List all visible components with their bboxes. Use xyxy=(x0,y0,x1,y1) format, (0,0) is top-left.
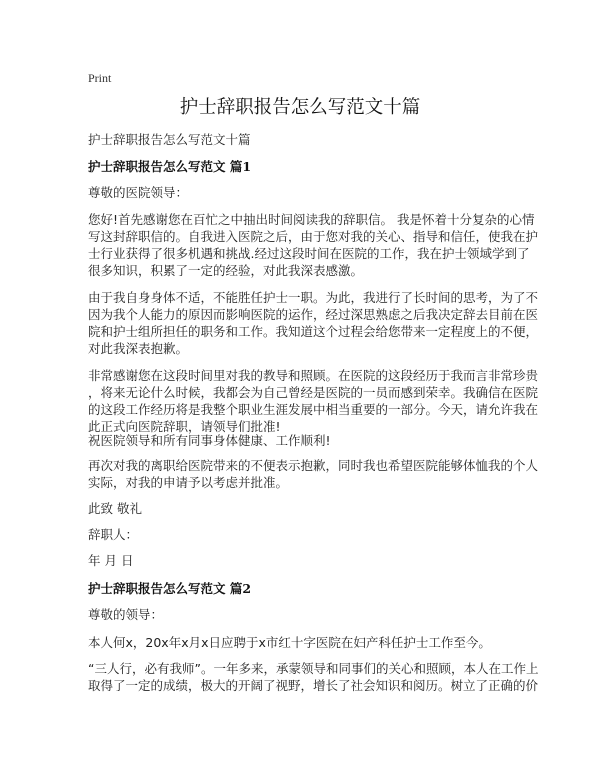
text-line: 院和护士组所担任的职务和工作。我知道这个过程会给您带来一定程度上的不便， xyxy=(88,324,539,339)
section1-signer: 辞职人： xyxy=(88,527,139,542)
text-line: 再次对我的离职给医院带来的不便表示抱歉，同时我也希望医院能够体恤我的个人 xyxy=(88,458,539,473)
text-line: 对此我深表抱歉。 xyxy=(88,341,189,356)
text-line: 实际，对我的申请予以考虑并批准。 xyxy=(88,475,289,490)
text-line: 由于我自身身体不适，不能胜任护士一职。为此，我进行了长时间的思考，为了不 xyxy=(88,290,539,305)
section2-heading: 护士辞职报告怎么写范文 篇2 xyxy=(88,581,252,596)
section1-greeting: 尊敬的医院领导： xyxy=(88,185,189,200)
section1-date: 年 月 日 xyxy=(88,553,134,568)
section1-closing: 此致 敬礼 xyxy=(88,501,142,516)
section2-paragraph-1: 本人何x，20x年x月x日应聘于x市红十字医院在妇产科任护士工作至今。 xyxy=(88,635,491,650)
subtitle: 护士辞职报告怎么写范文十篇 xyxy=(88,132,251,147)
section2-greeting: 尊敬的领导： xyxy=(88,607,164,622)
text-line: 非常感谢您在这段时间里对我的教导和照顾。在医院的这段经历于我而言非常珍贵 xyxy=(88,368,539,383)
section1-paragraph-3 xyxy=(88,367,539,435)
section1-paragraph-1 xyxy=(88,211,539,279)
text-line: 很多知识，积累了一定的经验，对此我深表感激。 xyxy=(88,263,364,278)
print-label: Print xyxy=(88,71,112,85)
text-line: 写这封辞职信的。自我进入医院之后，由于您对我的关心、指导和信任，使我在护 xyxy=(88,229,539,244)
page-title: 护士辞职报告怎么写范文十篇 xyxy=(179,97,421,118)
text-line: 取得了一定的成绩，极大的开阔了视野，增长了社会知识和阅历。树立了正确的价 xyxy=(88,678,539,693)
section1-heading: 护士辞职报告怎么写范文 篇1 xyxy=(88,159,252,174)
text-line: 此正式向医院辞职，请领导们批准! xyxy=(88,419,281,434)
text-line: “三人行，必有我师”。一年多来，承蒙领导和同事们的关心和照顾，本人在工作上 xyxy=(88,661,539,676)
text-line: 的这段工作经历将是我整个职业生涯发展中相当重要的一部分。今天，请允许我在 xyxy=(88,402,539,417)
text-line: ，将来无论什么时候，我都会为自己曾经是医院的一员而感到荣幸。我确信在医院 xyxy=(88,385,539,400)
text-line: 因为我个人能力的原因而影响医院的运作，经过深思熟虑之后我决定辞去目前在医 xyxy=(88,307,539,322)
section1-paragraph-4: 祝医院领导和所有同事身体健康、工作顺利! xyxy=(88,433,331,448)
section1-paragraph-5 xyxy=(88,457,539,491)
text-line: 您好!首先感谢您在百忙之中抽出时间阅读我的辞职信。 我是怀着十分复杂的心情 xyxy=(88,212,535,227)
section1-paragraph-2 xyxy=(88,289,539,357)
text-line: 士行业获得了很多机遇和挑战.经过这段时间在医院的工作，我在护士领域学到了 xyxy=(88,246,530,261)
section2-paragraph-2 xyxy=(88,660,539,694)
